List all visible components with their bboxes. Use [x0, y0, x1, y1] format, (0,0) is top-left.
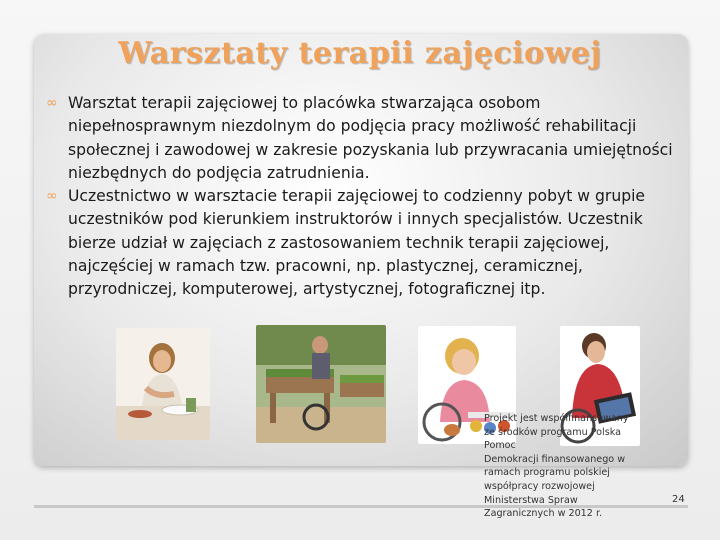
bullet-list [46, 92, 682, 302]
slide-title: Warsztaty terapii zajęciowej [118, 36, 602, 71]
infinity-bullet-icon: ∞ [46, 95, 58, 111]
bullet-item [46, 185, 682, 301]
bullet-item [46, 92, 682, 185]
infinity-bullet-icon: ∞ [46, 188, 58, 205]
bullet-text: Uczestnictwo w warsztacie terapii zajęciowej to codzienny pobyt w grupie uczestników pod kierunkiem instruktorów i innych specjalistów. Uczestnik bierze udział w zajęciach z zastosowaniem technik terapii zajęciowej, najczęściej w ramach tzw. pracowni, np. plastycznej, ceramicznej, przyrodniczej, komputerowej, artystycznej, fotograficznej itp. [68, 187, 646, 299]
photo-woman-cooking [116, 328, 210, 440]
funding-note: Projekt jest współfinansowany ze środków programu Polska Pomoc Demokracji finansowanego w ramach programu polskiej współpracy rozwojowej Ministerstwa Spraw Zagranicznych w 2012 r. [484, 413, 629, 520]
bullet-text: Warsztat terapii zajęciowej to placówka stwarzająca osobom niepełnosprawnym niezdolnym do podjęcia pracy możliwość rehabilitacji społecznej i zawodowej w zakresie pozyskania lub przywracania umiejętności niezbędnych do podjęcia zatrudnienia. [68, 94, 673, 182]
page-number: 24 [672, 494, 685, 505]
photo-gardening [256, 325, 386, 443]
